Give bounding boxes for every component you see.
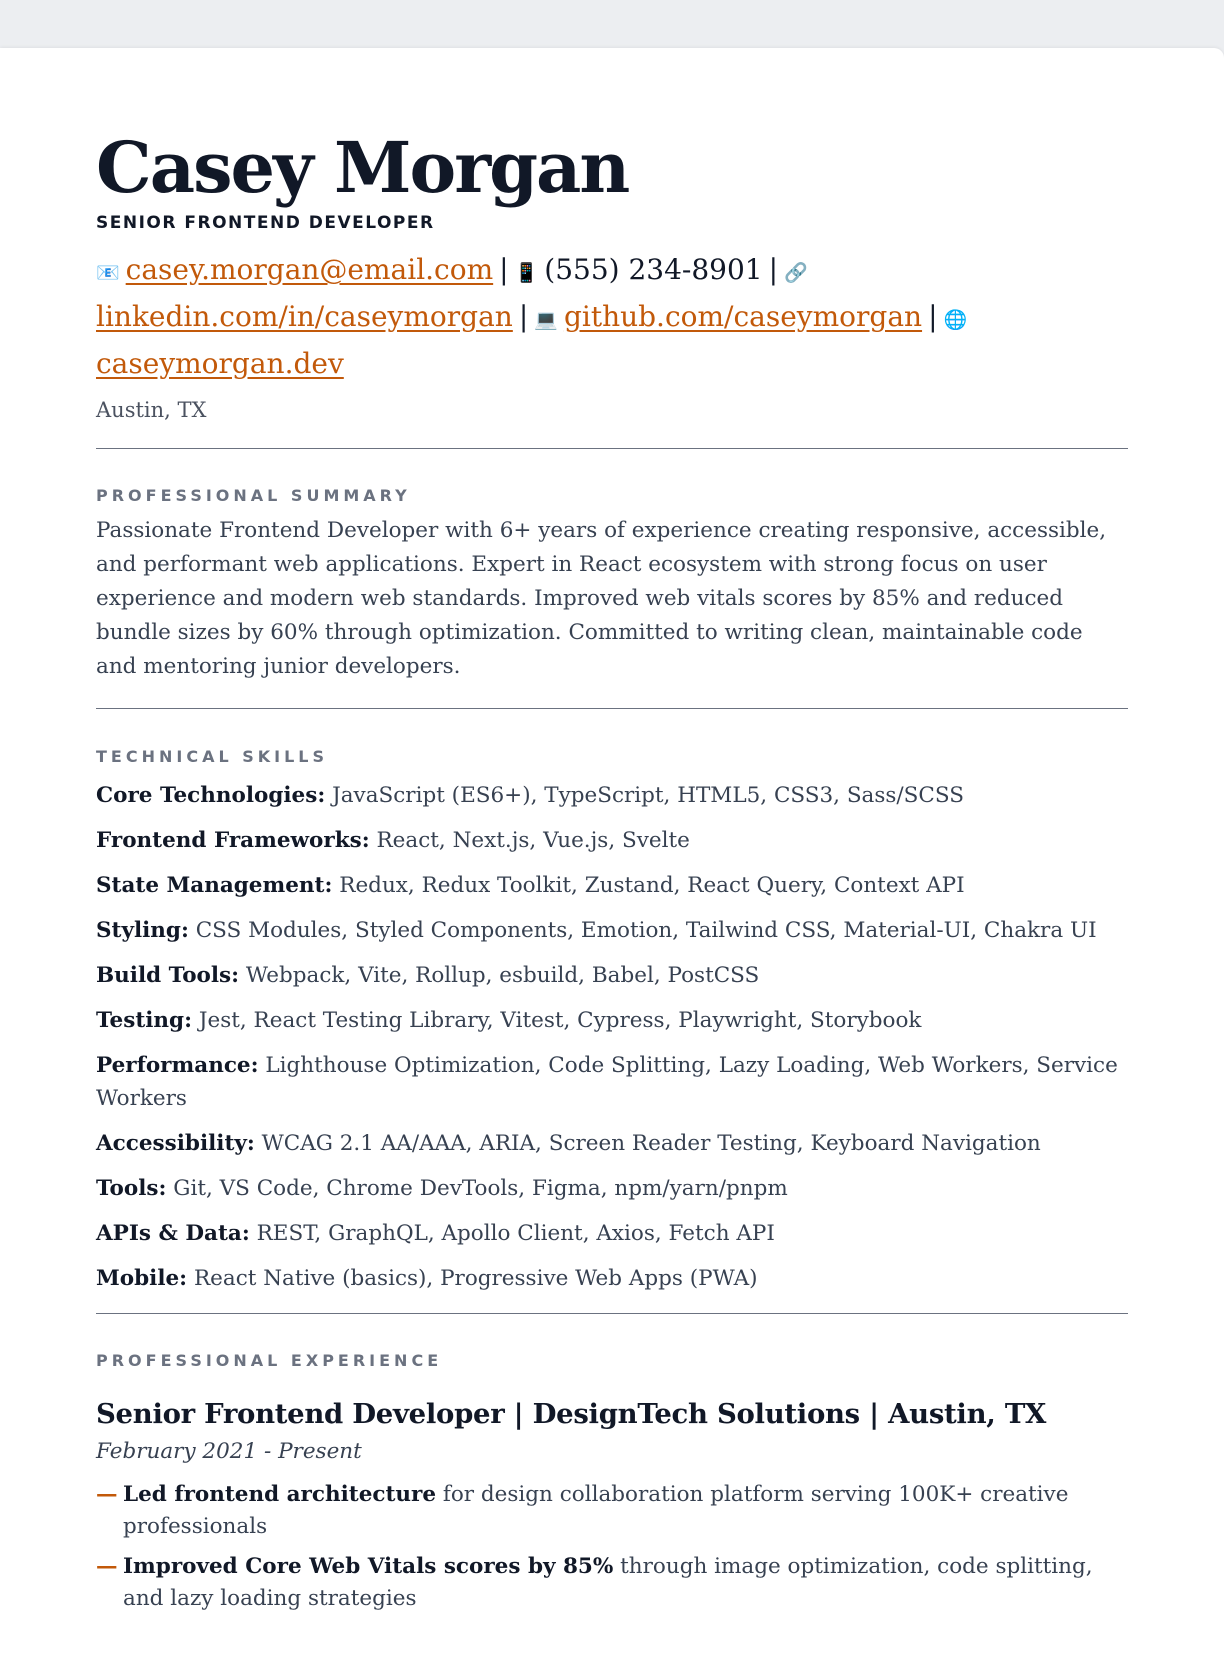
email-link[interactable]: casey.morgan@email.com bbox=[125, 253, 494, 286]
skill-label: Testing: bbox=[96, 1008, 193, 1033]
resume-content bbox=[96, 126, 1128, 1623]
skill-row bbox=[96, 1049, 1128, 1115]
separator: | bbox=[518, 300, 529, 333]
section-divider bbox=[96, 708, 1128, 709]
bullet-text: for design collaboration platform serving 100K+ creative professionals bbox=[123, 1482, 1069, 1539]
skills-heading: TECHNICAL SKILLS bbox=[96, 747, 328, 766]
bullet-dash-icon: — bbox=[96, 1482, 118, 1507]
skill-label: Frontend Frameworks: bbox=[96, 828, 370, 853]
skill-row bbox=[96, 959, 1128, 992]
contact-info bbox=[96, 248, 1128, 386]
website-link[interactable]: caseymorgan.dev bbox=[96, 347, 344, 380]
skill-row bbox=[96, 869, 1128, 902]
resume-page bbox=[0, 48, 1224, 1680]
job-title: Senior Frontend Developer | DesignTech Solutions | Austin, TX bbox=[96, 1398, 1047, 1430]
skill-value: Redux, Redux Toolkit, Zustand, React Query, Context API bbox=[339, 873, 965, 898]
section-divider bbox=[96, 1313, 1128, 1314]
summary-text: Passionate Frontend Developer with 6+ years of experience creating responsive, accessible, and performant web applications. Expert in React ecosystem with strong focus on user experience and modern web standards. Improved web vitals scores by 85% and reduced bundle sizes by 60% through optimization. Committed to writing clean, maintainable code and mentoring junior developers. bbox=[96, 518, 1107, 679]
skill-row bbox=[96, 1127, 1128, 1160]
github-link[interactable]: github.com/caseymorgan bbox=[563, 300, 923, 333]
link-icon: 🔗 bbox=[784, 262, 808, 284]
skill-value: React, Next.js, Vue.js, Svelte bbox=[376, 828, 690, 853]
phone-icon: 📱 bbox=[514, 262, 539, 284]
skill-label: Accessibility: bbox=[96, 1131, 255, 1156]
skill-value: Lighthouse Optimization, Code Splitting, Lazy Loading, Web Workers, Service Workers bbox=[96, 1053, 1118, 1111]
job-bullet bbox=[96, 1551, 1128, 1615]
skill-row bbox=[96, 1217, 1128, 1250]
skill-row bbox=[96, 1004, 1128, 1037]
skill-label: APIs & Data: bbox=[96, 1221, 250, 1246]
skill-row bbox=[96, 824, 1128, 857]
job-bullet bbox=[96, 1479, 1128, 1543]
skill-label: Core Technologies: bbox=[96, 783, 326, 808]
skill-row bbox=[96, 1172, 1128, 1205]
separator: | bbox=[499, 253, 509, 286]
skill-row bbox=[96, 914, 1128, 947]
email-icon: 📧 bbox=[96, 262, 120, 284]
skill-value: CSS Modules, Styled Components, Emotion, Tailwind CSS, Material-UI, Chakra UI bbox=[195, 918, 1097, 943]
skill-value: REST, GraphQL, Apollo Client, Axios, Fetch API bbox=[256, 1221, 775, 1246]
candidate-title: SENIOR FRONTEND DEVELOPER bbox=[96, 213, 435, 233]
bullet-dash-icon: — bbox=[96, 1554, 118, 1579]
skill-label: Performance: bbox=[96, 1053, 259, 1078]
bullet-highlight: Improved Core Web Vitals scores by 85% bbox=[123, 1554, 614, 1579]
skill-value: Jest, React Testing Library, Vitest, Cypress, Playwright, Storybook bbox=[198, 1008, 922, 1033]
separator: | bbox=[928, 300, 938, 333]
experience-heading: PROFESSIONAL EXPERIENCE bbox=[96, 1351, 443, 1370]
section-divider bbox=[96, 448, 1128, 449]
skill-value: Webpack, Vite, Rollup, esbuild, Babel, PostCSS bbox=[245, 963, 760, 988]
bullet-highlight: Led frontend architecture bbox=[123, 1482, 437, 1507]
skill-row bbox=[96, 779, 1128, 812]
skill-label: Mobile: bbox=[96, 1266, 188, 1291]
phone-number: (555) 234-8901 bbox=[544, 253, 763, 286]
separator: | bbox=[768, 253, 779, 286]
candidate-name: Casey Morgan bbox=[96, 126, 629, 209]
summary-heading: PROFESSIONAL SUMMARY bbox=[96, 486, 411, 505]
skill-value: JavaScript (ES6+), TypeScript, HTML5, CSS3, Sass/SCSS bbox=[332, 783, 964, 808]
skill-value: React Native (basics), Progressive Web Apps (PWA) bbox=[193, 1266, 758, 1291]
job-entry bbox=[96, 1395, 1128, 1615]
location: Austin, TX bbox=[96, 398, 207, 422]
skill-label: Tools: bbox=[96, 1176, 167, 1201]
linkedin-link[interactable]: linkedin.com/in/caseymorgan bbox=[96, 300, 513, 333]
skill-label: Styling: bbox=[96, 918, 189, 943]
skill-row bbox=[96, 1262, 1128, 1295]
laptop-icon: 💻 bbox=[534, 309, 558, 331]
skill-value: Git, VS Code, Chrome DevTools, Figma, npm/yarn/pnpm bbox=[173, 1176, 788, 1201]
skill-label: Build Tools: bbox=[96, 963, 240, 988]
globe-icon: 🌐 bbox=[943, 309, 968, 331]
bullet-text: through image optimization, code splitting, and lazy loading strategies bbox=[123, 1554, 1093, 1611]
job-bullets bbox=[96, 1479, 1128, 1615]
skill-label: State Management: bbox=[96, 873, 333, 898]
job-dates: February 2021 - Present bbox=[96, 1439, 362, 1464]
skills-list bbox=[96, 779, 1128, 1295]
skill-value: WCAG 2.1 AA/AAA, ARIA, Screen Reader Testing, Keyboard Navigation bbox=[261, 1131, 1041, 1156]
